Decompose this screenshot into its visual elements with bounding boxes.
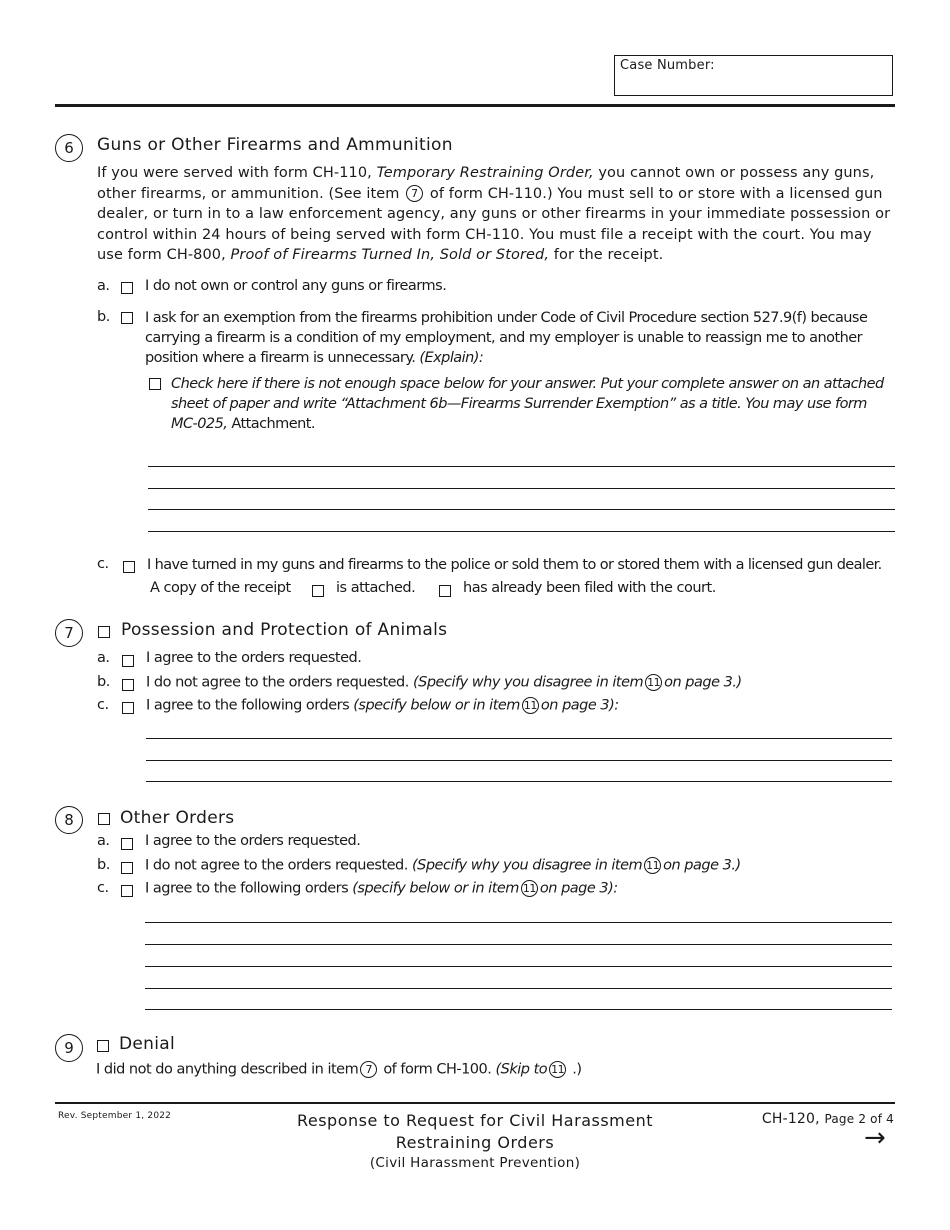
section-9-checkbox[interactable]: [97, 1040, 109, 1052]
s7-c-text: I agree to the following orders (specify below or in item 11 on page 3):: [146, 697, 619, 714]
revision-date: Rev. September 1, 2022: [58, 1111, 172, 1121]
item-7-ref-circle: 7: [406, 185, 423, 202]
receipt-attached-label: is attached.: [336, 580, 416, 596]
s7-a-checkbox[interactable]: [122, 655, 134, 667]
section-6-title: Guns or Other Firearms and Ammunition: [97, 135, 453, 155]
section-8-title: Other Orders: [120, 808, 235, 828]
s6-c-text: I have turned in my guns and firearms to the police or sold them to or stored them with a licensed gun dealer.: [147, 557, 882, 573]
s7-b-letter: b.: [97, 674, 110, 690]
s8-c-answer-line[interactable]: [145, 1009, 892, 1010]
s6-b-answer-line[interactable]: [148, 531, 895, 532]
item-11-ref-circle: 11: [522, 882, 536, 895]
s6-b-attachment-checkbox[interactable]: [149, 378, 161, 390]
s8-b-letter: b.: [97, 857, 110, 873]
s7-b-text: I do not agree to the orders requested. (Specify why you disagree in item 11 on page 3.): [146, 674, 742, 691]
s9-text: I did not do anything described in item 7 of form CH-100. (Skip to 11 .): [96, 1061, 582, 1078]
section-8-number: 8: [55, 806, 83, 834]
s8-b-checkbox[interactable]: [121, 862, 133, 874]
section-7-checkbox[interactable]: [98, 626, 110, 638]
s6-b-letter: b.: [97, 309, 110, 325]
s7-c-checkbox[interactable]: [122, 702, 134, 714]
receipt-filed-label: has already been filed with the court.: [463, 580, 716, 596]
s8-c-answer-line[interactable]: [145, 944, 892, 945]
page-number: Page 2 of 4: [824, 1112, 894, 1126]
s8-c-answer-line[interactable]: [145, 966, 892, 967]
section-8-checkbox[interactable]: [98, 813, 110, 825]
s7-a-letter: a.: [97, 650, 110, 666]
s6-b-answer-line[interactable]: [148, 488, 895, 489]
s8-c-checkbox[interactable]: [121, 885, 133, 897]
s8-c-letter: c.: [97, 880, 109, 896]
s7-b-checkbox[interactable]: [122, 679, 134, 691]
s7-a-text: I agree to the orders requested.: [146, 650, 362, 666]
receipt-attached-checkbox[interactable]: [312, 585, 324, 597]
form-title-line-2: Restraining Orders: [395, 1133, 555, 1152]
section-9-title: Denial: [119, 1034, 175, 1054]
footer-divider: [55, 1102, 895, 1104]
s7-c-answer-line[interactable]: [146, 781, 892, 782]
item-11-ref-circle: 11: [647, 676, 661, 689]
item-11-ref-circle: 11: [646, 859, 660, 872]
s6-a-letter: a.: [97, 278, 110, 294]
s6-c-checkbox[interactable]: [123, 561, 135, 573]
next-page-arrow-icon[interactable]: →: [864, 1123, 886, 1153]
section-7-title: Possession and Protection of Animals: [121, 620, 448, 640]
s6-c-receipt-label: A copy of the receipt: [150, 580, 291, 596]
case-number-label: Case Number:: [620, 58, 715, 73]
s8-b-text: I do not agree to the orders requested. (Specify why you disagree in item 11 on page 3.): [145, 857, 741, 874]
header-divider: [55, 104, 895, 107]
s8-a-checkbox[interactable]: [121, 838, 133, 850]
form-id: CH-120,: [761, 1111, 820, 1127]
receipt-filed-checkbox[interactable]: [439, 585, 451, 597]
case-number-field[interactable]: [614, 55, 893, 96]
s8-a-letter: a.: [97, 833, 110, 849]
s6-b-attachment-text: Check here if there is not enough space below for your answer. Put your complete answer on an attached sheet of paper and write “Attachment 6b—Firearms Surrender Exemption” as a title. You may use form MC-025, Attachment.: [171, 376, 884, 432]
item-7-ref-circle: 7: [360, 1061, 377, 1078]
form-subtitle: (Civil Harassment Prevention): [369, 1155, 581, 1171]
s6-a-text: I do not own or control any guns or firearms.: [145, 278, 447, 294]
s6-b-checkbox[interactable]: [121, 312, 133, 324]
s7-c-letter: c.: [97, 697, 109, 713]
section-7-number: 7: [55, 619, 83, 647]
form-title: [250, 1110, 700, 1154]
s8-c-answer-line[interactable]: [145, 988, 892, 989]
s6-b-answer-line[interactable]: [148, 466, 895, 467]
s6-c-letter: c.: [97, 556, 109, 572]
item-11-ref-circle: 11: [523, 699, 537, 712]
s8-c-answer-line[interactable]: [145, 922, 892, 923]
item-11-ref-circle: 11: [551, 1063, 565, 1076]
section-9-number: 9: [55, 1034, 83, 1062]
s6-a-checkbox[interactable]: [121, 282, 133, 294]
section-6-instructions: If you were served with form CH-110, Temporary Restraining Order, you cannot own or possess any guns, other firearms, or ammunition. (See item 7 of form CH-110.) You must sell to or store with a licensed gun dealer, or turn in to a law enforcement agency, any guns or other firearms in your immediate possession or control within 24 hours of being served with form CH-110. You must file a receipt with the court. You may use form CH-800, Proof of Firearms Turned In, Sold or Stored, for the receipt.: [97, 165, 891, 263]
form-title-line-1: Response to Request for Civil Harassment: [296, 1111, 654, 1130]
s6-b-text: I ask for an exemption from the firearms prohibition under Code of Civil Procedure section 527.9(f) because carrying a firearm is a condition of my employment, and my employer is unable to reassign me to another position where a firearm is unnecessary. (Explain):: [145, 310, 868, 366]
s7-c-answer-line[interactable]: [146, 760, 892, 761]
s8-a-text: I agree to the orders requested.: [145, 833, 361, 849]
s8-c-text: I agree to the following orders (specify below or in item 11 on page 3):: [145, 880, 618, 897]
section-6-number: 6: [55, 134, 83, 162]
s7-c-answer-line[interactable]: [146, 738, 892, 739]
s6-b-answer-line[interactable]: [148, 509, 895, 510]
